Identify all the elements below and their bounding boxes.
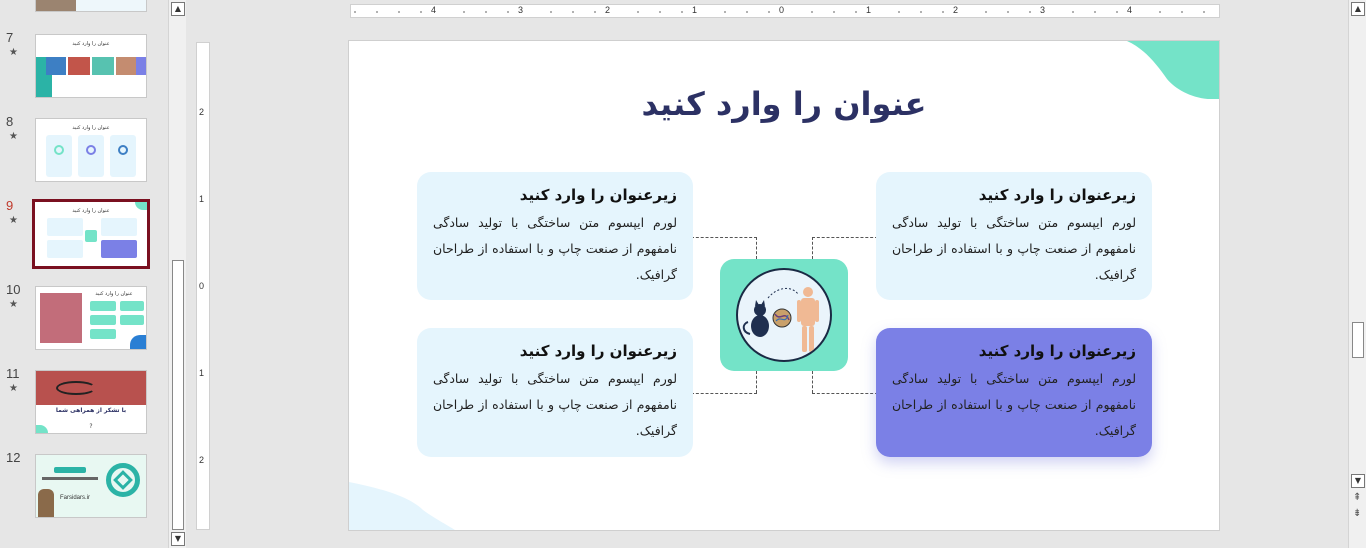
card-body: لورم ایپسوم متن ساختگی با تولید سادگی نامفهوم از صنعت چاپ و با استفاده از طراحان گرافیک. bbox=[433, 215, 677, 282]
ruler-label: 0 bbox=[199, 281, 205, 291]
scrollbar-thumb[interactable] bbox=[1352, 322, 1364, 358]
thumb-title: عنوان را وارد کنید bbox=[95, 291, 133, 297]
animation-star-icon: ★ bbox=[9, 131, 18, 142]
connector-line bbox=[812, 237, 878, 238]
ruler-label: 2 bbox=[953, 5, 959, 15]
ruler-label: 2 bbox=[199, 107, 205, 117]
slide-thumbnail-11[interactable]: با تشکر از همراهی شما ? bbox=[35, 370, 147, 434]
card-heading: زیرعنوان را وارد کنید bbox=[978, 342, 1136, 360]
slide-thumbnail-8[interactable] bbox=[35, 118, 147, 182]
center-illustration-box[interactable] bbox=[720, 259, 848, 371]
scroll-down-button[interactable]: ▼ bbox=[171, 532, 185, 546]
slide-number: 9 bbox=[6, 198, 14, 213]
content-card-top-right[interactable] bbox=[876, 172, 1152, 300]
card-heading: زیرعنوان را وارد کنید bbox=[519, 342, 677, 360]
editor-scrollbar[interactable] bbox=[1348, 0, 1366, 548]
content-card-bottom-right[interactable] bbox=[876, 328, 1152, 457]
thumb-caption: با تشکر از همراهی شما bbox=[55, 407, 127, 414]
slide-canvas[interactable] bbox=[348, 40, 1220, 531]
slide-number: 11 bbox=[6, 366, 20, 381]
slide-thumbnail-12[interactable] bbox=[35, 454, 147, 518]
connector-line bbox=[812, 371, 813, 393]
card-heading: زیرعنوان را وارد کنید bbox=[519, 186, 677, 204]
slide-number: 8 bbox=[6, 114, 14, 129]
scroll-up-button[interactable]: ▲ bbox=[1351, 2, 1365, 16]
thumbnail-scrollbar[interactable] bbox=[168, 0, 186, 548]
corner-blob-shape bbox=[349, 482, 459, 530]
thumb-title: عنوان را وارد کنید bbox=[72, 208, 110, 214]
connector-line bbox=[812, 237, 813, 259]
ruler-label: 2 bbox=[199, 455, 205, 465]
animation-star-icon: ★ bbox=[9, 47, 18, 58]
content-card-top-left[interactable] bbox=[417, 172, 693, 300]
card-body: لورم ایپسوم متن ساختگی با تولید سادگی نامفهوم از صنعت چاپ و با استفاده از طراحان گرافیک. bbox=[892, 371, 1136, 438]
connector-line bbox=[812, 393, 878, 394]
ruler-label: 3 bbox=[518, 5, 524, 15]
connector-line bbox=[691, 393, 757, 394]
thumb-title: عنوان را وارد کنید bbox=[72, 41, 110, 47]
ruler-label: 0 bbox=[779, 5, 785, 15]
ruler-label: 3 bbox=[1040, 5, 1046, 15]
slide-thumbnail-7[interactable] bbox=[35, 34, 147, 98]
animation-star-icon: ★ bbox=[9, 299, 18, 310]
animation-star-icon: ★ bbox=[9, 383, 18, 394]
slide-thumbnail-10[interactable] bbox=[35, 286, 147, 350]
content-card-bottom-left[interactable] bbox=[417, 328, 693, 457]
connector-line bbox=[756, 371, 757, 393]
slide-thumbnail-9-selected[interactable] bbox=[32, 199, 150, 269]
card-body: لورم ایپسوم متن ساختگی با تولید سادگی نامفهوم از صنعت چاپ و با استفاده از طراحان گرافیک. bbox=[892, 215, 1136, 282]
scroll-down-button[interactable]: ▼ bbox=[1351, 474, 1365, 488]
human-icon bbox=[797, 287, 819, 352]
ruler-label: 1 bbox=[692, 5, 698, 15]
slide-editor bbox=[188, 0, 1342, 548]
thumb-caption: Farsidars.ir bbox=[60, 495, 91, 501]
ruler-label: 4 bbox=[431, 5, 437, 15]
ruler-label: 2 bbox=[605, 5, 611, 15]
slide-thumbnail-pane bbox=[0, 0, 168, 548]
previous-slide-icon[interactable]: ⇞ bbox=[1353, 492, 1362, 503]
card-heading: زیرعنوان را وارد کنید bbox=[978, 186, 1136, 204]
cat-human-illustration bbox=[736, 268, 832, 362]
slide-number: 7 bbox=[6, 30, 14, 45]
ruler-label: 1 bbox=[866, 5, 872, 15]
scrollbar-thumb[interactable] bbox=[172, 260, 184, 530]
slide-thumbnail-6[interactable] bbox=[35, 0, 147, 12]
horizontal-ruler[interactable] bbox=[350, 4, 1220, 18]
slide-title[interactable]: عنوان را وارد کنید bbox=[641, 85, 927, 123]
animation-star-icon: ★ bbox=[9, 215, 18, 226]
ruler-label: 1 bbox=[199, 194, 205, 204]
card-body: لورم ایپسوم متن ساختگی با تولید سادگی نامفهوم از صنعت چاپ و با استفاده از طراحان گرافیک. bbox=[433, 371, 677, 438]
slide-number: 12 bbox=[6, 450, 21, 465]
connector-line bbox=[691, 237, 757, 238]
next-slide-icon[interactable]: ⇟ bbox=[1353, 508, 1362, 519]
ruler-label: 4 bbox=[1127, 5, 1133, 15]
scroll-up-button[interactable]: ▲ bbox=[171, 2, 185, 16]
ruler-label: 1 bbox=[199, 368, 205, 378]
slide-number: 10 bbox=[6, 282, 21, 297]
thumb-title: عنوان را وارد کنید bbox=[72, 125, 110, 131]
vertical-ruler[interactable] bbox=[196, 42, 210, 530]
cat-icon bbox=[744, 300, 769, 337]
connector-line bbox=[756, 237, 757, 259]
